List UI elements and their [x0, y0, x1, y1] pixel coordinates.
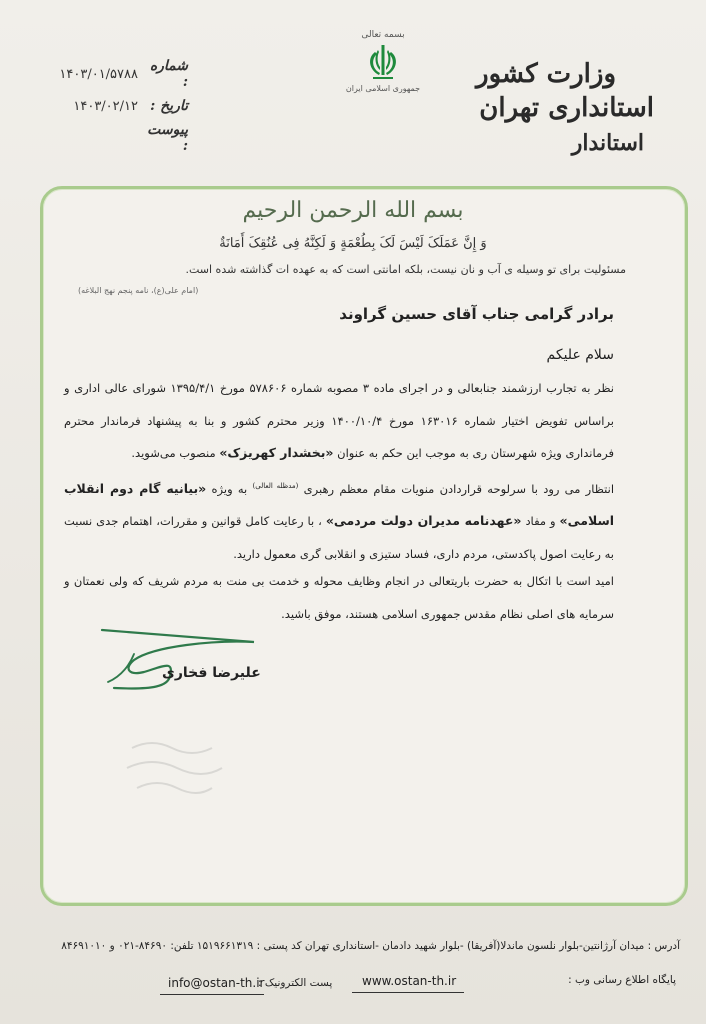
emblem-top-text: بسمه تعالی: [361, 30, 405, 40]
attachment-label: پیوست :: [147, 122, 188, 154]
date-label: تاریخ :: [150, 98, 188, 114]
paragraph-2-d: ، با رعایت کامل قوانین و مقررات، اهتمام جدی نسبت به رعایت اصول پاکدستی، مردم داری، فساد ستیزی و انقلابی گری معمول دارید.: [64, 514, 614, 561]
web-portal-label: پایگاه اطلاع رسانی وب :: [568, 974, 676, 986]
website-underline: [352, 992, 464, 993]
paragraph-2: [64, 470, 614, 570]
statement-title: «بیانیه گام دوم انقلاب اسلامی»: [64, 480, 615, 529]
quote-arabic: وَ إِنَّ عَمَلَکَ لَیْسَ لَکَ بِطُعْمَةٍ وَ لَکِنَّهُ فِی عُنُقِکَ أَمَانَةٌ: [219, 236, 487, 251]
email-label: پست الکترونیک :: [258, 977, 333, 989]
quote-translation: مسئولیت برای تو وسیله ی آب و نان نیست، بلکه امانتی است که به عهده ات گذاشته شده است.: [185, 263, 626, 276]
paragraph-2-sup: (مدظله العالی): [252, 482, 299, 490]
paragraph-2-b: به ویژه: [211, 481, 248, 496]
paragraph-1-end: منصوب می‌شوید.: [131, 446, 216, 460]
number-label: شماره :: [149, 58, 188, 90]
number-value: ۱۴۰۳/۰۱/۵۷۸۸: [59, 66, 138, 82]
governor-title: استاندار: [571, 130, 644, 156]
iran-emblem-icon: [361, 42, 405, 82]
covenant-title: «عهدنامه مدیران دولت مردمی»: [325, 513, 522, 529]
paragraph-1-text: نظر به تجارب ارزشمند جنابعالی و در اجرای ماده ۳ مصوبه شماره ۵۷۸۶۰۶ مورخ ۱۳۹۵/۴/۱ شورای عالی اداری و براساس تفویض اختیار شماره ۱۶۳۰۱۶ مورخ ۱۴۰۰/۱۰/۴ وزیر محترم کشور و بنا به پیشنهاد فرماندار محترم فرمانداری ویژه شهرستان ری به موجب این حکم به عنوان: [64, 381, 615, 460]
paragraph-1: [64, 372, 614, 470]
footer-address: آدرس : میدان آرژانتین-بلوار نلسون ماندلا(آفریقا) -بلوار شهید دادمان -استانداری تهران کد پستی : ۱۵۱۹۶۶۱۳۱۹ تلفن: ۸۴۶۹۰-۰۲۱ و ۸۴۶۹۱۰۱۰: [61, 940, 680, 952]
attachment-row: [38, 122, 188, 154]
email-link[interactable]: info@ostan-th.ir: [168, 976, 265, 990]
governorate-name: استانداری تهران: [479, 93, 654, 123]
date-value: ۱۴۰۳/۰۲/۱۲: [73, 98, 138, 114]
paragraph-2-a: انتظار می رود با سرلوحه قراردادن منویات مقام معظم رهبری: [303, 481, 615, 496]
paragraph-2-c: و مفاد: [525, 514, 556, 529]
bismillah-calligraphy: بسم الله الرحمن الرحیم: [242, 198, 464, 223]
date-row: [38, 90, 188, 122]
ministry-name: وزارت کشور: [476, 59, 616, 89]
embossed-seal-icon: [112, 728, 232, 808]
position-title: «بخشدار کهریزک»: [219, 445, 334, 460]
signer-name: علیرضا فخاری: [162, 665, 261, 681]
number-row: [38, 58, 188, 90]
emblem-bottom-text: جمهوری اسلامی ایران: [345, 84, 421, 93]
email-underline: [160, 994, 264, 995]
website-link[interactable]: www.ostan-th.ir: [362, 974, 457, 988]
recipient-salutation: برادر گرامی جناب آقای حسین گراوند: [339, 305, 614, 323]
organization-header: [476, 58, 654, 160]
greeting: سلام علیکم: [546, 347, 614, 363]
emblem: [338, 30, 428, 93]
letter-meta: [38, 58, 188, 154]
paragraph-3-text: امید است با اتکال به حضرت باریتعالی در انجام وظایف محوله و خدمت بی منت به مردم شریف که ولی نعمتان و سرمایه های اصلی نظام مقدس جمهوری اسلامی هستند، موفق باشید.: [64, 574, 614, 621]
quote-source: (امام علی(ع)، نامه پنجم نهج البلاغه): [78, 286, 199, 295]
signature-icon: [94, 620, 264, 700]
